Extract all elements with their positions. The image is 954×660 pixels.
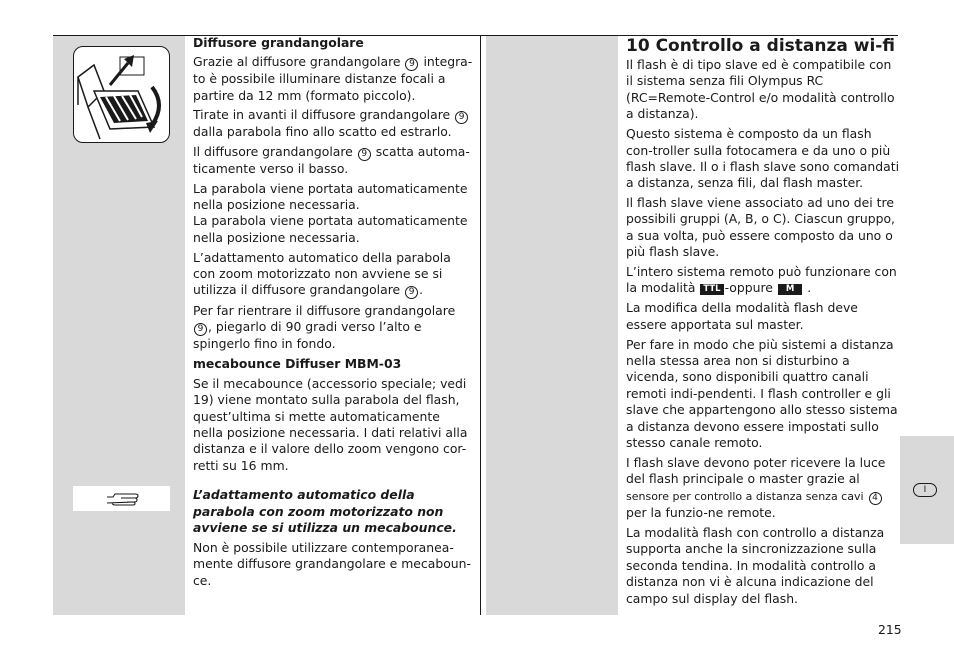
column-divider	[480, 36, 481, 615]
paragraph: Se il mecabounce (accessorio speciale; vedi 19) viene montato sulla parabola del flash, quest’ultima si mette automaticamente nella posizione necessaria. I dati relativi alla distanza e il valore dello zoom vengono cor-retti su 16 mm.	[193, 375, 468, 473]
paragraph: I flash slave devono poter ricevere la luce del flash principale o master grazie al sensore per controllo a distanza senza cavi 4 per la funzio-ne remote.	[626, 454, 886, 521]
right-column	[626, 35, 902, 611]
manual-mode-badge: M	[778, 284, 802, 295]
paragraph: Tirate in avanti il diffusore grandangolare 9 dalla parabola fino allo scatto ed estrarlo.	[193, 107, 473, 140]
chapter-title: 10 Controllo a distanza wi-fi	[626, 36, 895, 56]
paragraph: Per fare in modo che più sistemi a distanza nella stessa area non si disturbino a vicenda, sono disponibili quattro canali remoti indi-pendenti. I flash controller e gli slave che appartengono allo stesso sistema a distanza devono essere impostati sullo stesso canale remoto.	[626, 336, 898, 450]
paragraph: Non è possibile utilizzare contemporanea-mente diffusore grandangolare e mecaboun-ce.	[193, 539, 471, 588]
paragraph: L’intero sistema remoto può funzionare con la modalità TTL -oppure M .	[626, 263, 897, 296]
wide-angle-diffuser-illustration	[73, 46, 170, 143]
language-tab-label: I	[913, 483, 937, 497]
paragraph: Questo sistema è composto da un flash con-troller sulla fotocamera e da uno o più flash slave. Il o i flash slave sono comandati a distanza, senza fili, dal flash master.	[626, 126, 900, 191]
paragraph: Per far rientrare il diffusore grandangolare 9 , piegarlo di 90 gradi verso l’alto e spingerlo fino in fondo.	[193, 302, 456, 352]
note-text: L’adattamento automatico della parabola con zoom motorizzato non avviene se si utilizza un mecabounce.	[193, 487, 457, 535]
callout-9: 9	[194, 323, 207, 336]
callout-4: 4	[869, 492, 882, 505]
paragraph: La modifica della modalità flash deve essere apportata sul master.	[626, 300, 858, 332]
ttl-mode-badge: TTL	[700, 284, 723, 295]
callout-9: 9	[405, 58, 418, 71]
paragraph: La parabola viene portata automaticamente nella posizione necessaria.	[193, 213, 468, 245]
paragraph: Grazie al diffusore grandangolare 9 integra-to è possibile illuminare distanze focali a partire da 12 mm (formato piccolo).	[193, 54, 473, 103]
language-tab	[900, 436, 954, 544]
callout-9: 9	[455, 111, 468, 124]
callout-9: 9	[405, 286, 418, 299]
callout-9: 9	[358, 148, 371, 161]
pointing-hand-icon	[73, 486, 170, 511]
section-heading-mecabounce: mecabounce Diffuser MBM-03	[193, 356, 402, 372]
right-margin-band	[486, 36, 618, 615]
paragraph: La modalità flash con controllo a distanza supporta anche la sincronizzazione sulla seconda tendina. In modalità controllo a distanza non vi è alcuna indicazione del campo sul display del flash.	[626, 524, 885, 606]
paragraph: La parabola viene portata automaticamente nella posizione necessaria.	[193, 180, 468, 212]
page-number: 215	[878, 622, 902, 637]
paragraph: L’adattamento automatico della parabola con zoom motorizzato non avviene se si utilizza il diffusore grandangolare 9 .	[193, 249, 451, 298]
left-column	[193, 35, 473, 593]
paragraph: Il flash è di tipo slave ed è compatibile con il sistema senza fili Olympus RC (RC=Remote-Control e/o modalità controllo a distanza).	[626, 57, 895, 122]
paragraph: Il flash slave viene associato ad uno dei tre possibili gruppi (A, B, o C). Ciascun gruppo, a sua volta, può essere composto da uno o più flash slave.	[626, 194, 895, 259]
paragraph: Il diffusore grandangolare 9 scatta automa-ticamente verso il basso.	[193, 143, 470, 176]
section-heading-wide-angle: Diffusore grandangolare	[193, 35, 364, 50]
